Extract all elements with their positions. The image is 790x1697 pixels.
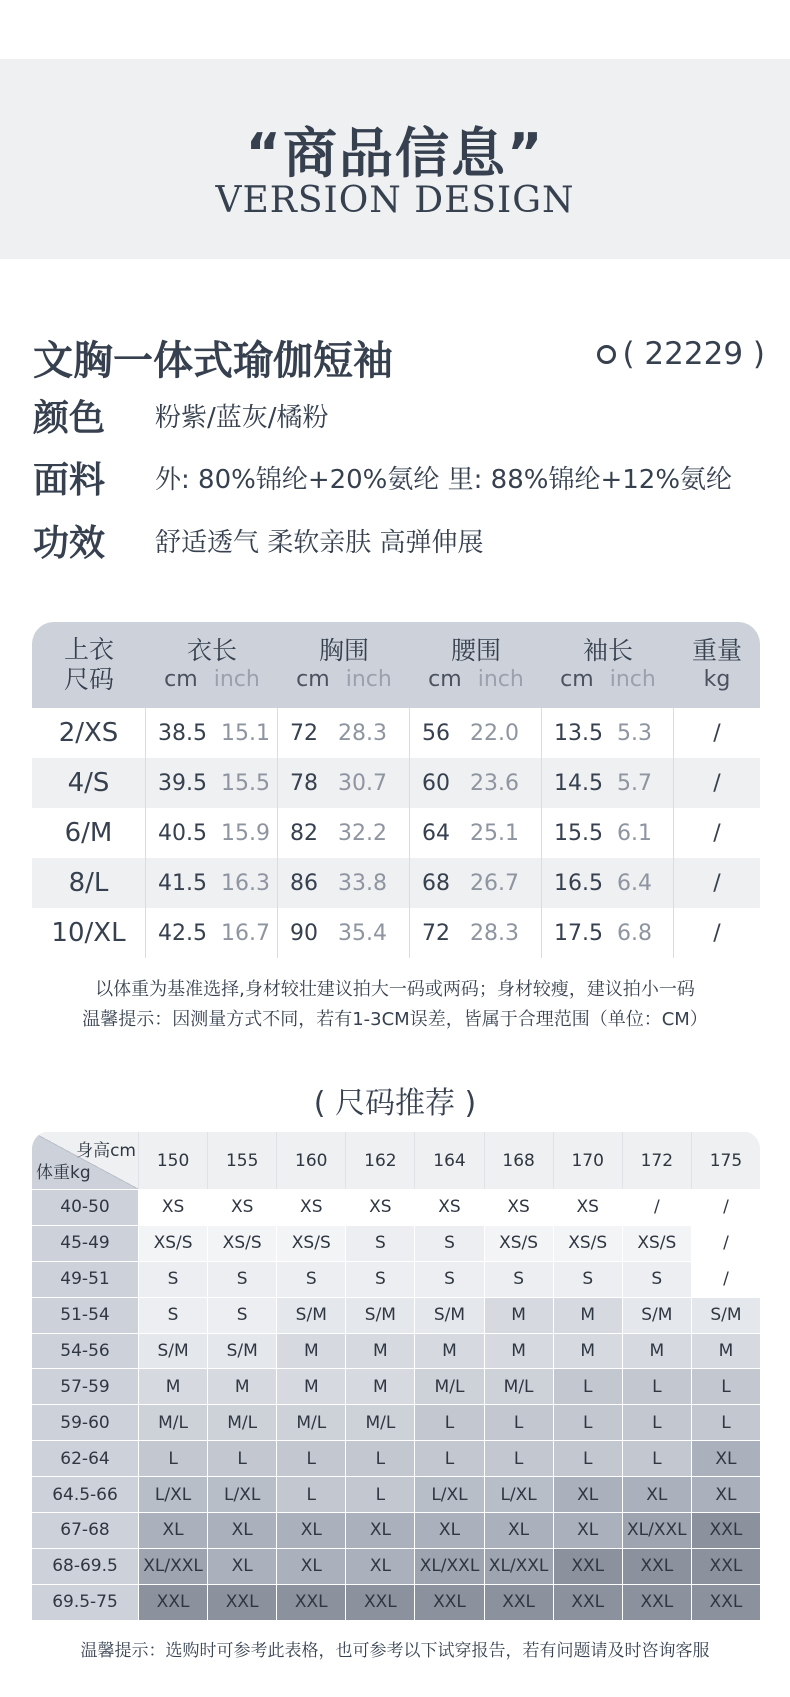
info-label: 颜色 <box>33 398 106 439</box>
measure-cell <box>278 808 410 858</box>
info-label: 面料 <box>33 460 106 501</box>
recommend-size-cell: L/XL <box>414 1477 483 1512</box>
size-table-row <box>32 708 760 758</box>
height-header-cell: 150 <box>138 1132 207 1189</box>
recommend-size-cell: XXL <box>207 1585 276 1620</box>
recommend-row <box>32 1225 760 1261</box>
recommend-size-cell: M <box>276 1369 345 1404</box>
size-table-row <box>32 808 760 858</box>
height-header-cell: 172 <box>622 1132 691 1189</box>
header-banner <box>0 59 790 259</box>
weight-label-cell: 64.5-66 <box>32 1477 138 1512</box>
recommend-size-cell: M <box>553 1334 622 1369</box>
weight-label-cell: 49-51 <box>32 1262 138 1297</box>
recommend-size-cell: XL/XXL <box>484 1549 553 1584</box>
recommend-title: ( 尺码推荐 ) <box>313 1086 477 1121</box>
recommend-size-cell: XL <box>622 1477 691 1512</box>
recommend-row <box>32 1261 760 1297</box>
corner-weight-label: 体重kg <box>36 1163 91 1183</box>
weight-label-cell: 69.5-75 <box>32 1585 138 1620</box>
size-cell: 4/S <box>32 758 146 808</box>
recommend-size-cell: M/L <box>345 1405 414 1440</box>
recommend-size-cell: L <box>622 1369 691 1404</box>
header-label: 上衣 <box>63 635 114 664</box>
recommend-size-cell: XXL <box>622 1549 691 1584</box>
unit-inch: inch <box>609 667 656 692</box>
info-value: 粉紫/蓝灰/橘粉 <box>155 403 329 433</box>
size-table <box>32 622 760 958</box>
recommend-size-cell: M <box>553 1298 622 1333</box>
recommend-size-cell: S <box>345 1226 414 1261</box>
recommend-size-cell: L/XL <box>484 1477 553 1512</box>
value-cm: 14.5 <box>554 770 603 796</box>
recommend-size-cell: M/L <box>484 1369 553 1404</box>
recommend-size-cell: L <box>345 1441 414 1476</box>
recommend-size-cell: XL/XXL <box>138 1549 207 1584</box>
recommend-size-cell: XS <box>276 1190 345 1225</box>
size-table-row <box>32 908 760 958</box>
value-cm: 15.5 <box>554 820 603 846</box>
value-inch: 6.4 <box>616 870 652 896</box>
measure-cell <box>542 858 674 908</box>
recommend-size-cell: S <box>414 1262 483 1297</box>
value-cm: 16.5 <box>554 870 603 896</box>
size-recommend-table <box>32 1131 760 1620</box>
weight-cell: / <box>713 770 721 796</box>
recommend-size-cell: M <box>345 1369 414 1404</box>
weight-label-cell: 57-59 <box>32 1369 138 1404</box>
unit-cm: cm <box>296 667 330 692</box>
style-code <box>597 336 765 372</box>
recommend-row <box>32 1404 760 1440</box>
recommend-size-cell: L <box>276 1441 345 1476</box>
header-label: 腰围 <box>450 636 501 665</box>
measure-cell <box>410 808 542 858</box>
value-inch: 15.9 <box>220 820 270 846</box>
recommend-size-cell: S/M <box>414 1298 483 1333</box>
recommend-size-cell: M <box>484 1298 553 1333</box>
value-inch: 15.5 <box>220 770 270 796</box>
recommend-size-cell: XL/XXL <box>622 1513 691 1548</box>
value-inch: 25.1 <box>470 820 519 846</box>
recommend-size-cell: / <box>622 1190 691 1225</box>
recommend-size-cell: S/M <box>138 1334 207 1369</box>
value-inch: 30.7 <box>338 770 387 796</box>
value-cm: 60 <box>422 770 450 796</box>
weight-label-cell: 54-56 <box>32 1334 138 1369</box>
unit-kg: kg <box>703 667 731 692</box>
recommend-row <box>32 1512 760 1548</box>
recommend-size-cell: XXL <box>553 1549 622 1584</box>
recommend-size-cell: M <box>691 1334 760 1369</box>
unit-cm: cm <box>164 667 198 692</box>
recommend-size-cell: L <box>553 1405 622 1440</box>
measure-cell <box>278 908 410 958</box>
unit-inch: inch <box>345 667 392 692</box>
info-label: 功效 <box>33 523 106 564</box>
recommend-size-cell: S/M <box>345 1298 414 1333</box>
value-cm: 13.5 <box>554 720 603 746</box>
value-inch: 6.8 <box>616 920 652 946</box>
recommend-size-cell: / <box>691 1226 760 1261</box>
recommend-size-cell: XL <box>414 1513 483 1548</box>
weight-cell: / <box>713 820 721 846</box>
header-waist <box>410 622 542 708</box>
value-cm: 82 <box>290 820 318 846</box>
unit-inch: inch <box>213 667 260 692</box>
recommend-size-cell: L <box>622 1441 691 1476</box>
recommend-size-cell: XL <box>345 1549 414 1584</box>
recommend-size-cell: XXL <box>345 1585 414 1620</box>
value-cm: 72 <box>290 720 318 746</box>
value-cm: 86 <box>290 870 318 896</box>
recommend-size-cell: XXL <box>484 1585 553 1620</box>
recommend-size-cell: M/L <box>207 1405 276 1440</box>
recommend-size-cell: XS/S <box>138 1226 207 1261</box>
recommend-size-cell: / <box>691 1190 760 1225</box>
recommend-size-cell: M <box>138 1369 207 1404</box>
size-cell: 2/XS <box>32 708 146 758</box>
recommend-row <box>32 1297 760 1333</box>
header-bust <box>278 622 410 708</box>
recommend-size-cell: L <box>691 1369 760 1404</box>
recommend-size-cell: L <box>484 1441 553 1476</box>
value-inch: 28.3 <box>338 720 387 746</box>
measure-cell <box>278 858 410 908</box>
recommend-size-cell: L <box>138 1441 207 1476</box>
value-inch: 35.4 <box>338 920 387 946</box>
recommend-size-cell: S/M <box>622 1298 691 1333</box>
recommend-size-cell: XXL <box>691 1513 760 1548</box>
header-label: 尺码 <box>63 665 114 694</box>
recommend-size-cell: XL <box>276 1549 345 1584</box>
header-length <box>146 622 278 708</box>
value-inch: 16.7 <box>220 920 270 946</box>
weight-label-cell: 51-54 <box>32 1298 138 1333</box>
value-cm: 41.5 <box>158 870 207 896</box>
recommend-size-cell: XXL <box>622 1585 691 1620</box>
measure-cell <box>278 708 410 758</box>
header-weight <box>674 622 760 708</box>
recommend-size-cell: XL <box>691 1477 760 1512</box>
recommend-size-cell: M/L <box>276 1405 345 1440</box>
recommend-size-cell: XS <box>414 1190 483 1225</box>
recommend-size-cell: XS/S <box>484 1226 553 1261</box>
size-table-row <box>32 858 760 908</box>
recommend-size-cell: XXL <box>276 1585 345 1620</box>
recommend-row <box>32 1189 760 1225</box>
recommend-size-cell: S <box>414 1226 483 1261</box>
height-header-cell: 175 <box>691 1132 760 1189</box>
recommend-row <box>32 1333 760 1369</box>
value-inch: 6.1 <box>616 820 652 846</box>
recommend-size-cell: XS <box>484 1190 553 1225</box>
height-header-cell: 155 <box>207 1132 276 1189</box>
recommend-size-cell: L <box>276 1477 345 1512</box>
unit-cm: cm <box>560 667 594 692</box>
recommend-size-cell: S/M <box>207 1334 276 1369</box>
recommend-size-cell: XXL <box>691 1585 760 1620</box>
recommend-row <box>32 1440 760 1476</box>
recommend-size-cell: S <box>138 1262 207 1297</box>
recommend-size-cell: M <box>414 1334 483 1369</box>
value-inch: 33.8 <box>338 870 387 896</box>
banner-title: “商品信息” <box>245 122 545 185</box>
recommend-size-cell: XS <box>345 1190 414 1225</box>
measure-cell <box>542 908 674 958</box>
recommend-size-cell: S <box>484 1262 553 1297</box>
recommend-size-cell: M/L <box>138 1405 207 1440</box>
measure-cell <box>146 908 278 958</box>
size-cell: 8/L <box>32 858 146 908</box>
info-value: 外: 80%锦纶+20%氨纶 里: 88%锦纶+12%氨纶 <box>155 465 733 495</box>
recommend-size-cell: XS/S <box>207 1226 276 1261</box>
info-row-color <box>33 390 329 441</box>
value-cm: 40.5 <box>158 820 207 846</box>
header-label: 袖长 <box>582 636 633 665</box>
recommend-size-cell: XS/S <box>553 1226 622 1261</box>
recommend-size-cell: S/M <box>276 1298 345 1333</box>
header-sleeve <box>542 622 674 708</box>
measure-cell <box>410 708 542 758</box>
recommend-size-cell: XXL <box>138 1585 207 1620</box>
recommend-size-cell: / <box>691 1262 760 1297</box>
value-cm: 56 <box>422 720 450 746</box>
recommend-row <box>32 1584 760 1620</box>
recommend-size-cell: S <box>276 1262 345 1297</box>
recommend-size-cell: S <box>138 1298 207 1333</box>
recommend-size-cell: M <box>622 1334 691 1369</box>
recommend-size-cell: L <box>553 1369 622 1404</box>
recommend-size-cell: XXL <box>691 1549 760 1584</box>
value-inch: 26.7 <box>470 870 519 896</box>
value-cm: 17.5 <box>554 920 603 946</box>
weight-label-cell: 62-64 <box>32 1441 138 1476</box>
recommend-size-cell: M/L <box>414 1369 483 1404</box>
recommend-size-cell: L <box>691 1405 760 1440</box>
recommend-size-cell: L <box>414 1405 483 1440</box>
size-table-header <box>32 622 760 708</box>
recommend-size-cell: XL <box>207 1513 276 1548</box>
measure-cell <box>146 708 278 758</box>
info-row-function <box>33 515 484 566</box>
size-notes <box>0 975 790 1035</box>
header-label: 重量 <box>691 636 742 665</box>
recommend-size-cell: S <box>207 1298 276 1333</box>
recommend-size-cell: XL <box>276 1513 345 1548</box>
recommend-size-cell: XS/S <box>276 1226 345 1261</box>
header-label: 胸围 <box>318 636 369 665</box>
size-cell: 6/M <box>32 808 146 858</box>
recommend-size-cell: L <box>484 1405 553 1440</box>
recommend-size-cell: XL <box>691 1441 760 1476</box>
value-cm: 42.5 <box>158 920 207 946</box>
info-row-fabric <box>33 452 732 503</box>
value-inch: 32.2 <box>338 820 387 846</box>
measure-cell <box>410 858 542 908</box>
value-cm: 39.5 <box>158 770 207 796</box>
weight-cell: / <box>713 720 721 746</box>
measure-cell <box>542 808 674 858</box>
value-inch: 15.1 <box>220 720 270 746</box>
header-label: 衣长 <box>186 636 237 665</box>
recommend-size-cell: XS/S <box>622 1226 691 1261</box>
recommend-size-cell: M <box>345 1334 414 1369</box>
measure-cell <box>410 908 542 958</box>
value-cm: 90 <box>290 920 318 946</box>
height-header-cell: 164 <box>414 1132 483 1189</box>
measure-cell <box>542 708 674 758</box>
recommend-size-cell: L <box>414 1441 483 1476</box>
recommend-size-cell: L <box>622 1405 691 1440</box>
recommend-row <box>32 1548 760 1584</box>
recommend-size-cell: XXL <box>414 1585 483 1620</box>
note-line: 温馨提示：因测量方式不同，若有1-3CM误差，皆属于合理范围（单位：CM） <box>82 1009 708 1030</box>
circle-icon <box>597 345 616 364</box>
value-inch: 16.3 <box>220 870 270 896</box>
value-inch: 22.0 <box>470 720 519 746</box>
weight-cell: / <box>713 920 721 946</box>
corner-height-label: 身高cm <box>76 1141 136 1161</box>
recommend-size-cell: L <box>345 1477 414 1512</box>
recommend-size-cell: XXL <box>553 1585 622 1620</box>
weight-label-cell: 68-69.5 <box>32 1549 138 1584</box>
value-inch: 5.7 <box>616 770 652 796</box>
value-inch: 23.6 <box>470 770 519 796</box>
value-cm: 64 <box>422 820 450 846</box>
height-header-cell: 168 <box>484 1132 553 1189</box>
recommend-size-cell: L/XL <box>207 1477 276 1512</box>
recommend-size-cell: XS <box>207 1190 276 1225</box>
recommend-size-cell: L <box>207 1441 276 1476</box>
height-header-cell: 162 <box>345 1132 414 1189</box>
size-table-body <box>32 708 760 958</box>
banner-subtitle: VERSION DESIGN <box>215 180 575 221</box>
measure-cell <box>146 758 278 808</box>
recommend-size-cell: S <box>622 1262 691 1297</box>
value-inch: 28.3 <box>470 920 519 946</box>
value-cm: 38.5 <box>158 720 207 746</box>
recommend-size-cell: XL/XXL <box>414 1549 483 1584</box>
recommend-size-cell: L/XL <box>138 1477 207 1512</box>
recommend-size-cell: S <box>553 1262 622 1297</box>
value-cm: 72 <box>422 920 450 946</box>
measure-cell <box>278 758 410 808</box>
footer-note: 温馨提示：选购时可参考此表格，也可参考以下试穿报告，若有问题请及时咨询客服 <box>80 1641 710 1661</box>
recommend-size-cell: L <box>553 1441 622 1476</box>
note-line: 以体重为基准选择,身材较壮建议拍大一码或两码；身材较瘦，建议拍小一码 <box>95 979 695 1000</box>
height-header-cell: 170 <box>553 1132 622 1189</box>
recommend-size-cell: XL <box>484 1513 553 1548</box>
measure-cell <box>410 758 542 808</box>
recommend-row <box>32 1368 760 1404</box>
height-header-cell: 160 <box>276 1132 345 1189</box>
measure-cell <box>146 808 278 858</box>
recommend-size-cell: S <box>207 1262 276 1297</box>
value-cm: 78 <box>290 770 318 796</box>
measure-cell <box>146 858 278 908</box>
weight-label-cell: 59-60 <box>32 1405 138 1440</box>
measure-cell <box>542 758 674 808</box>
style-code-value: ( 22229 ) <box>622 336 765 372</box>
recommend-size-cell: XL <box>345 1513 414 1548</box>
recommend-row <box>32 1476 760 1512</box>
recommend-size-cell: M <box>276 1334 345 1369</box>
recommend-header-row <box>32 1131 760 1189</box>
unit-inch: inch <box>477 667 524 692</box>
corner-cell <box>32 1132 138 1189</box>
unit-cm: cm <box>428 667 462 692</box>
recommend-size-cell: XL <box>207 1549 276 1584</box>
weight-label-cell: 40-50 <box>32 1190 138 1225</box>
header-size <box>32 622 146 708</box>
recommend-size-cell: XS <box>138 1190 207 1225</box>
weight-label-cell: 45-49 <box>32 1226 138 1261</box>
product-name: 文胸一体式瑜伽短袖 <box>33 338 393 384</box>
size-table-row <box>32 758 760 808</box>
recommend-size-cell: XL <box>553 1513 622 1548</box>
recommend-size-cell: S <box>345 1262 414 1297</box>
recommend-size-cell: M <box>207 1369 276 1404</box>
recommend-size-cell: S/M <box>691 1298 760 1333</box>
value-cm: 68 <box>422 870 450 896</box>
size-cell: 10/XL <box>32 908 146 958</box>
info-value: 舒适透气 柔软亲肤 高弹伸展 <box>155 528 484 558</box>
recommend-size-cell: XL <box>553 1477 622 1512</box>
recommend-size-cell: XS <box>553 1190 622 1225</box>
weight-label-cell: 67-68 <box>32 1513 138 1548</box>
recommend-size-cell: M <box>484 1334 553 1369</box>
weight-cell: / <box>713 870 721 896</box>
recommend-size-cell: XL <box>138 1513 207 1548</box>
value-inch: 5.3 <box>616 720 652 746</box>
